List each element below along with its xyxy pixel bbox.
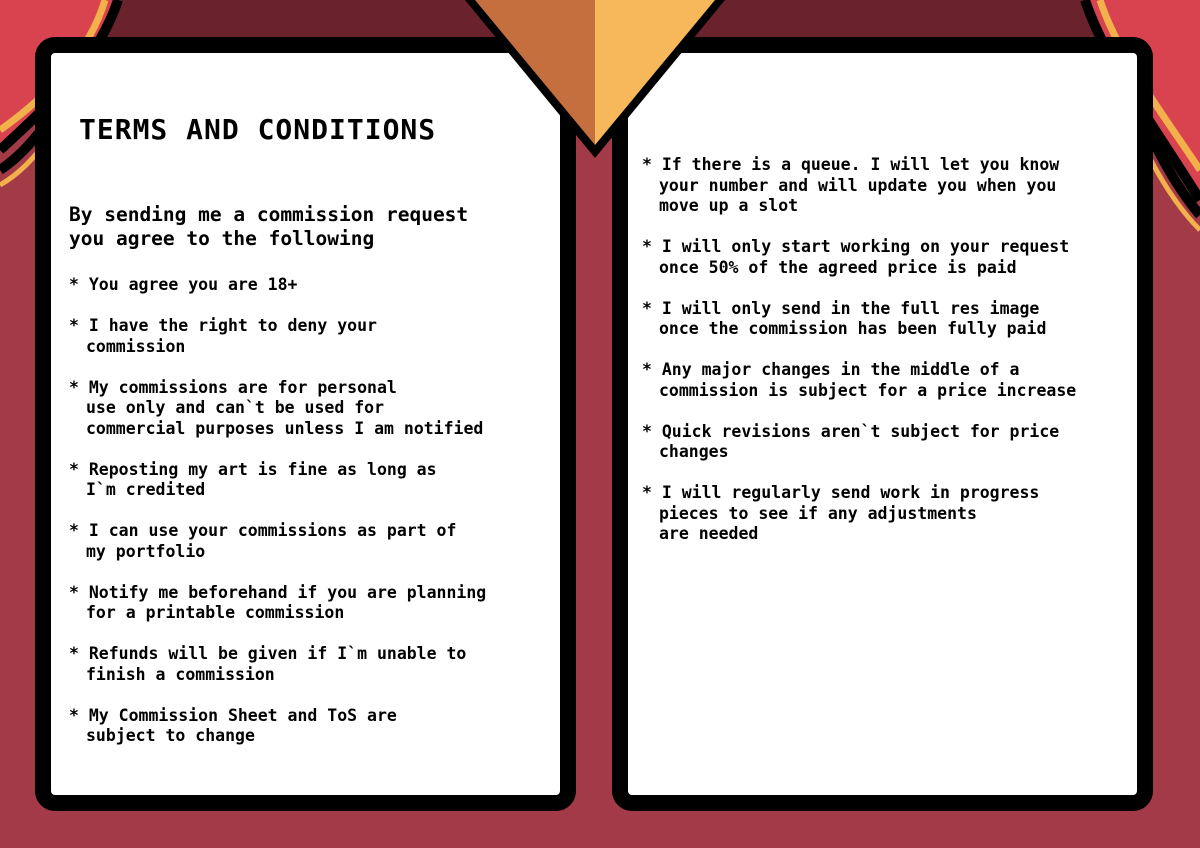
term-item: * Quick revisions aren`t subject for price changes <box>642 421 1060 461</box>
term-item: * I have the right to deny your commission <box>69 316 377 356</box>
term-item: * I will only send in the full res image once the commission has been fully paid <box>642 298 1047 338</box>
left-terms-list <box>69 275 569 767</box>
term-item: * Any major changes in the middle of a commission is subject for a price increase <box>642 360 1077 400</box>
right-terms-list <box>642 155 1142 565</box>
term-item: * You agree you are 18+ <box>69 275 298 294</box>
intro-text: By sending me a commission request you agree to the following <box>69 203 469 250</box>
term-item: * My commissions are for personal use only and can`t be used for commercial purposes unless I am notified <box>69 377 484 438</box>
term-item: * My Commission Sheet and ToS are subject to change <box>69 705 397 745</box>
term-item: * I will only start working on your request once 50% of the agreed price is paid <box>642 237 1070 277</box>
term-item: * Notify me beforehand if you are planning for a printable commission <box>69 582 487 622</box>
term-item: * I can use your commissions as part of my portfolio <box>69 521 457 561</box>
term-item: * Reposting my art is fine as long as I`m credited <box>69 459 437 499</box>
pennant-right-half <box>595 0 715 145</box>
term-item: * I will regularly send work in progress pieces to see if any adjustments are needed <box>642 483 1040 543</box>
term-item: * Refunds will be given if I`m unable to finish a commission <box>69 644 467 684</box>
pennant-left-half <box>475 0 595 145</box>
page-title: TERMS AND CONDITIONS <box>79 113 437 146</box>
term-item: * If there is a queue. I will let you know your number and will update you when you move up a slot <box>642 155 1060 215</box>
pennant-banner <box>465 0 725 160</box>
